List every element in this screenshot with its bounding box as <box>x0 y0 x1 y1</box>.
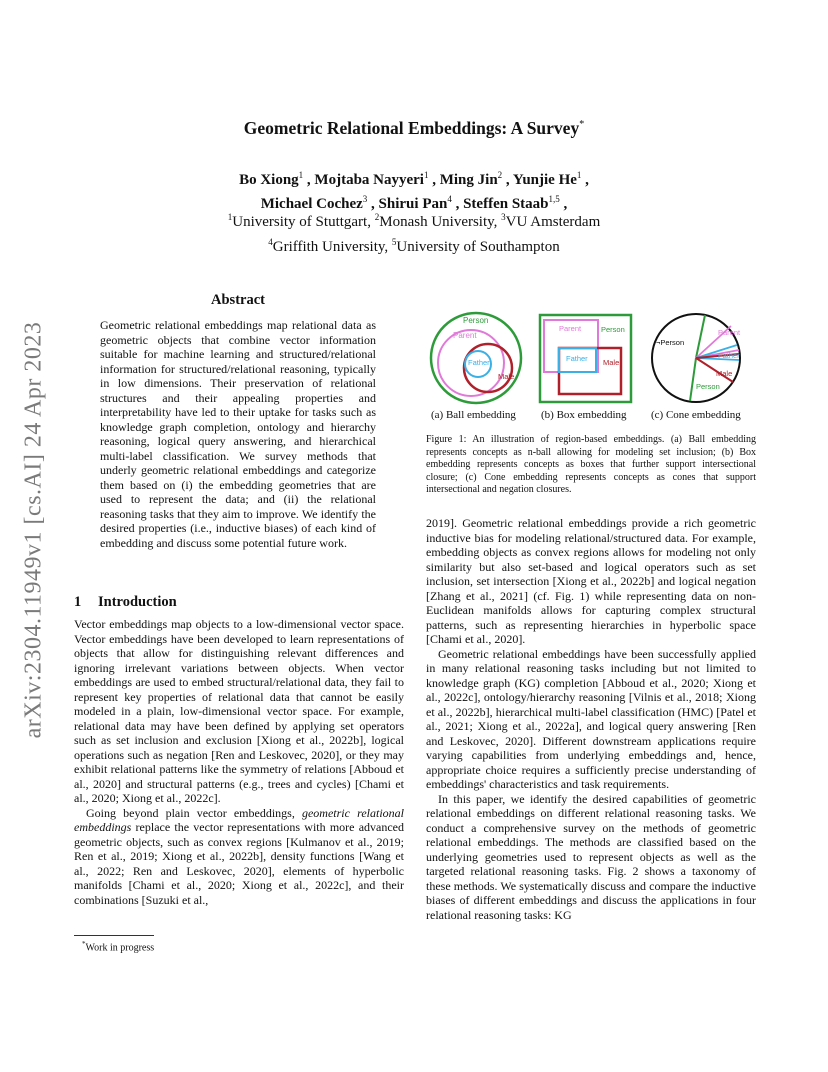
author-affiliation-mark: 1 <box>576 170 582 180</box>
cone-male-label: Male <box>716 369 733 378</box>
footnote-text: Work in progress <box>85 942 155 954</box>
affiliation-name: University of Southampton <box>396 239 560 255</box>
author-affiliation-mark: 1 <box>298 170 304 180</box>
affiliations <box>0 207 828 257</box>
cone-embedding-diagram <box>652 314 741 402</box>
arxiv-id: arXiv:2304.11949v1 [cs.AI] 24 Apr 2023 <box>20 321 47 739</box>
footnote-rule <box>74 935 154 936</box>
intro-p2-end: replace the vector representations with more advanced geometric objects, such as convex regions [Kulmanov et al., 2019; Ren et al., 2019; Xiong et al., 2022b], density functions [Wang et al., 2022; Ren and Leskovec, 2020], elements of hyperbolic manifolds [Chami et al., 2020; Xiong et al., 2022c], and their combinations [Suzuki et al., <box>74 820 404 907</box>
box-parent-label: Parent <box>559 324 582 333</box>
box-father-label: Father <box>566 354 588 363</box>
affiliation-mark: 4 <box>268 237 273 247</box>
subcaption-ball: (a) Ball embedding <box>431 409 516 421</box>
section-title: Introduction <box>98 594 177 610</box>
ball-male-circle <box>464 344 515 392</box>
ball-parent-label: Parent <box>453 331 477 340</box>
author-name: Ming Jin <box>439 172 498 188</box>
figure-region-embeddings <box>426 310 758 410</box>
author-name: Shirui Pan <box>378 196 448 212</box>
intro-p2-emphasis: geometric relational embeddings <box>74 805 404 834</box>
intro-paragraph-1: Vector embeddings map objects to a low-dimensional vector space. Vector embeddings have been developed to learn representations of objects that allow for distinguishing relevant differences and ignoring irrelevant variations between objects. When vector embeddings are used to embed structural/relational data, they fail to represent key properties of relational data that cannot be easily modeled in a plain, low-dimensional vector space. For example, relational data may have been defined by applying set operators such as set inclusion and exclusion [Xiong et al., 2022b], logical operations such as negation [Ren and Leskovec, 2020], or they may exhibit relational patterns like the symmetry of relations [Abboud et al., 2020] and structural patterns (e.g., trees and cycles) [Chami et al., 2020; Xiong et al., 2022c]. <box>74 617 404 805</box>
paper-title-text: Geometric Relational Embeddings: A Survey <box>243 118 580 138</box>
author-name: Michael Cochez <box>260 196 363 212</box>
author-line-2: Michael Cochez$^3$ , Shirui Pan$^4$ , Steffen Staab$^{1,5}$ , <box>260 194 568 212</box>
ball-embedding-diagram <box>431 313 521 403</box>
affiliation-line-1 <box>0 207 828 232</box>
cone-father-label: Father <box>718 351 740 360</box>
affiliation-line-2 <box>0 232 828 257</box>
cone-person-ray-2 <box>690 358 696 401</box>
footnote-mark: * <box>82 940 86 948</box>
box-person-label: Person <box>601 325 625 334</box>
intro-paragraph-5: In this paper, we identify the desired capabilities of geometric relational embeddings on different relational reasoning tasks. We conduct a comprehensive survey on the methods of geometric relational embeddings. The methods are classified based on the underlying geometries used to represent objects as well as the targeted relational reasoning tasks. Fig. 2 shows a taxonomy of these methods. We systematically discuss and compare the inductive biases of different embeddings and discuss the applications in four relational reasoning tasks: KG <box>426 791 756 922</box>
intro-p2-start: Going beyond plain vector embeddings, <box>86 805 302 820</box>
affiliation-name: Griffith University, <box>272 239 392 255</box>
abstract-heading: Abstract <box>211 292 265 308</box>
subcaption-box: (b) Box embedding <box>541 409 627 421</box>
subcaption-cone: (c) Cone embedding <box>651 409 741 421</box>
cone-parent-label: Parent <box>718 328 741 337</box>
cone-person-label: Person <box>696 382 720 391</box>
paper-title <box>0 118 828 139</box>
intro-right-column <box>426 516 756 922</box>
arxiv-sidebar <box>14 290 54 770</box>
author-affiliation-mark: 1,5 <box>548 194 560 204</box>
ball-person-label: Person <box>463 316 489 325</box>
ball-father-label: Father <box>468 358 490 367</box>
author-name: Yunjie He <box>512 172 577 188</box>
author-affiliation-mark: 2 <box>497 170 503 180</box>
author-line-1: Bo Xiong$^1$ , Mojtaba Nayyeri$^1$ , Ming Jin$^2$ , Yunjie He$^1$ , <box>239 170 589 188</box>
author-name: Bo Xiong <box>239 172 299 188</box>
affiliation-name: University of Stuttgart, <box>232 214 375 230</box>
box-embedding-diagram <box>540 315 631 402</box>
author-affiliation-mark: 1 <box>423 170 429 180</box>
ball-male-label: Male <box>498 372 515 381</box>
box-male-label: Male <box>603 358 620 367</box>
affiliation-mark: 2 <box>374 212 380 222</box>
affiliation-name: VU Amsterdam <box>505 214 601 230</box>
affiliation-mark: 5 <box>391 237 397 247</box>
author-name: Steffen Staab <box>463 196 549 212</box>
abstract-text: Geometric relational embeddings map relational data as geometric objects that combine vector information suitable for machine learning and structured/relational information for structured/relational reasoning, typically in low dimensions. Their preservation of relational structures and their appealing properties and interpretability have led to their uptake for tasks such as knowledge graph completion, ontology and hierarchy reasoning, logical query answering, and hierarchical multi-label classification. We survey methods that underly geometric relational embeddings and categorize them based on (i) the embedding geometries that are used to represent the data; and (ii) the relational reasoning tasks that they aim to improve. We identify the desired properties (i.e., inductive biases) of each kind of embedding and discuss some potential future work. <box>100 318 376 550</box>
affiliation-mark: 3 <box>501 212 506 222</box>
intro-paragraph-4: Geometric relational embeddings have been successfully applied in many relational reasoning tasks including but not limited to knowledge graph (KG) completion [Abboud et al., 2020; Xiong et al., 2022c], ontology/hierarchy reasoning [Vilnis et al., 2018; Xiong et al., 2022b], hierarchical multi-label classification (HMC) [Patel et al., 2021; Xiong et al., 2022a], and logical query answering [Ren and Leskovec, 2020]. Different downstream applications require varying capabilities from underlying embeddings and, hence, appropriate choice requires a sufficiently precise understanding of embeddings' characteristics and task requirements. <box>426 646 756 791</box>
author-affiliation-mark: 4 <box>447 194 452 204</box>
intro-left-column <box>74 617 404 907</box>
title-footnote-mark: * <box>579 119 585 131</box>
cone-not-person-label: ¬Person <box>656 338 685 347</box>
intro-paragraph-3: 2019]. Geometric relational embeddings provide a rich geometric inductive bias for modeling relational/structured data. For example, embedding objects as convex regions allows for modeling not only similarity but also set-based and logical operators such as set inclusion, set intersection [Xiong et al., 2022b] and logical negation [Zhang et al., 2021] (cf. Fig. 1) while representing data on non-Euclidean manifolds allows for capturing complex structural patterns, such as representing hierarchies in hyperbolic space [Chami et al., 2020]. <box>426 516 756 646</box>
footnote <box>82 940 154 953</box>
intro-paragraph-2 <box>74 806 404 908</box>
figure-caption: Figure 1: An illustration of region-based embeddings. (a) Ball embedding represents concepts as n-ball allowing for modeling set inclusion; (b) Box embedding represents concepts as boxes that further support intersectional closure; (c) Cone embedding represents concepts as cones that support intersectional and negation closures. <box>426 434 756 495</box>
affiliation-mark: 1 <box>227 212 233 222</box>
author-name: Mojtaba Nayyeri <box>314 172 424 188</box>
section-heading <box>74 594 177 611</box>
author-affiliation-mark: 3 <box>362 194 368 204</box>
affiliation-name: Monash University, <box>379 214 502 230</box>
section-number: 1 <box>74 594 82 610</box>
